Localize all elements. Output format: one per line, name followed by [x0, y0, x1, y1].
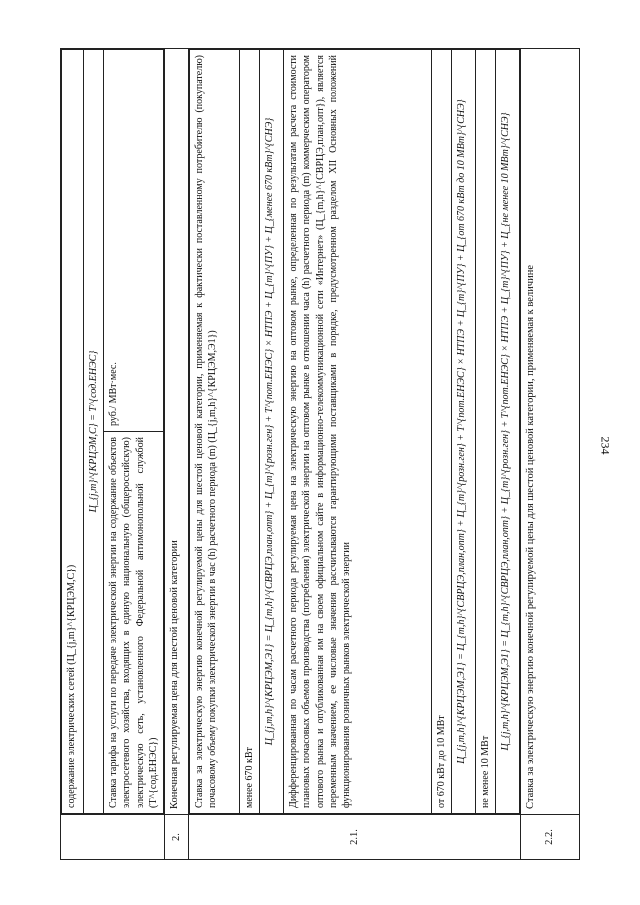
formula: Ц_{j,m,h}^{КРЦЭМ,Э1} = Ц_{m,h}^{СВРЦЭ,план,опт} + Ц_{m}^{розн.ген} + Т^{пот.ЕНЭС} × НТПЭ + Ц_{m}^{ПУ} + Ц_{менее 670 кВт}^{СНЭ} — [260, 50, 284, 814]
range-label: не менее 10 МВт — [475, 50, 495, 814]
table-cell — [61, 49, 165, 815]
table-row — [61, 49, 165, 860]
inner-table — [189, 49, 520, 814]
table-cell — [188, 49, 520, 815]
row-number: 2.2. — [520, 815, 579, 860]
unit-label: руб./ МВт·мес. — [104, 50, 164, 432]
row-text: Конечная регулируемая цена для шестой ценовой категории — [164, 49, 188, 815]
table-row — [188, 49, 520, 860]
range-label: менее 670 кВт — [239, 50, 259, 814]
row-number — [61, 815, 165, 860]
formula: Ц_{j,m}^{КРЦЭМ,С} = Т^{сод.ЕНЭС} — [84, 50, 104, 814]
rotated-table-wrapper — [60, 48, 580, 860]
row-text: Ставка за электрическую энергию конечной регулируемой цены для шестой ценовой категории, применяемая к фактически поставленному потребителю (покупателю) почасовому объему покупки электрической энергии в час (h) расчетного периода (m) (Ц_{j,m,h}^{КРЦЭМ,Э1}) — [189, 50, 239, 814]
table-row — [520, 49, 579, 860]
row-number: 2.1. — [188, 815, 520, 860]
page-body — [60, 48, 580, 860]
formula: Ц_{j,m,h}^{КРЦЭМ,Э1} = Ц_{m,h}^{СВРЦЭ,план,опт} + Ц_{m}^{розн.ген} + Т^{пот.ЕНЭС} × НТПЭ + Ц_{m}^{ПУ} + Ц_{от 670 кВт до 10 МВт}^{СНЭ} — [451, 50, 475, 814]
page-number: 234 — [598, 436, 613, 455]
row-description: Дифференцированная по часам расчетного периода регулируемая цена на электрическую энергию на оптовом рынке, определенная по результатам расчета стоимости плановых почасовых объемов производства (потребления) электрической энергии на оптовом рынке в отношении часа (h) расчетного периода (m) коммерческим оператором оптового рынка и опубликованная им на своем официальном сайте в информационно-телекоммуникационной сети «Интернет» (Ц_{m,h}^{СВРЦЭ,план,опт}), является переменным значением, ее числовые значения рассчитываются гарантирующими поставщиками в порядке, предусмотренном разделом XII Основных положений функционирования розничных рынков электрической энергии — [284, 50, 431, 814]
range-label: от 670 кВт до 10 МВт — [431, 50, 451, 814]
formula: Ц_{j,m,h}^{КРЦЭМ,Э1} = Ц_{m,h}^{СВРЦЭ,план,опт} + Ц_{m}^{розн.ген} + Т^{пот.ЕНЭС} × НТПЭ + Ц_{m}^{ПУ} + Ц_{не менее 10 МВт}^{СНЭ} — [495, 50, 519, 814]
table-row — [164, 49, 188, 860]
row-description: Ставка тарифа на услуги по передаче электрической энергии на содержание объектов электросетевого хозяйства, входящих в единую национальную (общероссийскую) электрическую сеть, установленного Федеральной антимонопольной службой (Т^{сод.ЕНЭС}) — [104, 432, 164, 814]
row-text: содержание электрических сетей (Ц_{j,m}^{КРЦЭМ,С}) — [62, 50, 84, 814]
inner-table — [61, 49, 164, 814]
row-text: Ставка за электрическую энергию конечной регулируемой цены для шестой ценовой категории, применяемая к величине — [520, 49, 579, 815]
row-number: 2. — [164, 815, 188, 860]
tariff-table — [60, 48, 580, 860]
